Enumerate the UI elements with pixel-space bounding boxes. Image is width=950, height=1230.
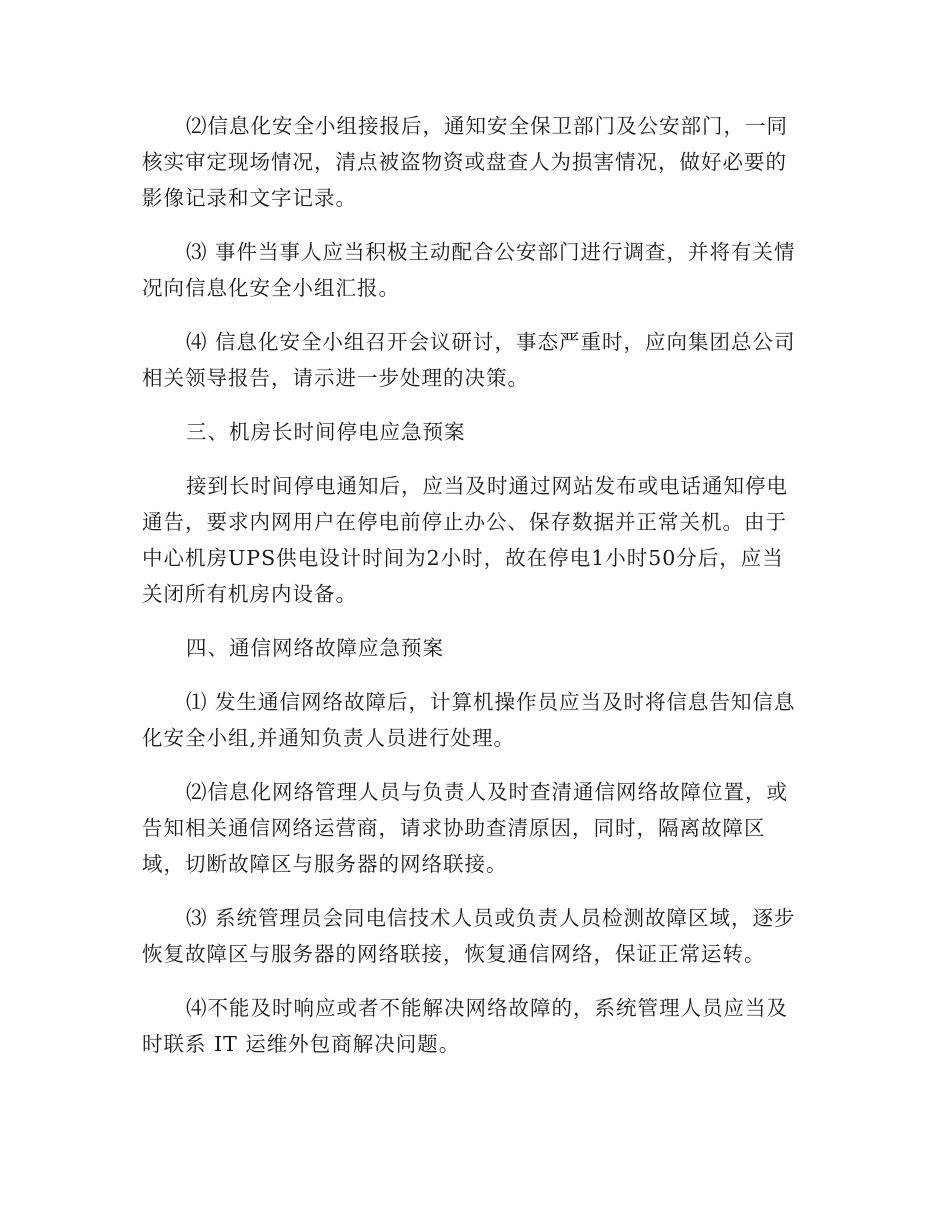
text-line: 相关领导报告，请示进一步处理的决策。 xyxy=(142,366,529,390)
text-line: 关闭所有机房内设备。 xyxy=(142,582,357,606)
text-line: ⑶ 事件当事人应当积极主动配合公安部门进行调查，并将有关情 xyxy=(186,240,796,264)
text-line: ⑷不能及时响应或者不能解决网络故障的，系统管理人员应当及 xyxy=(186,996,788,1020)
text-line: ⑶ 系统管理员会同电信技术人员或负责人员检测故障区域，逐步 xyxy=(186,906,796,930)
paragraph-network-isolate xyxy=(142,774,812,882)
section-heading-network-failure xyxy=(142,630,812,666)
text-line: ⑵信息化安全小组接报后，通知安全保卫部门及公安部门，一同 xyxy=(186,114,788,138)
heading-text: 四、通信网络故障应急预案 xyxy=(186,636,444,660)
text-line: 恢复故障区与服务器的网络联接，恢复通信网络，保证正常运转。 xyxy=(142,942,766,966)
text-line: 核实审定现场情况，清点被盗物资或盘查人为损害情况，做好必要的 xyxy=(142,150,787,174)
paragraph-power-outage-plan xyxy=(142,468,812,612)
text-line: 况向信息化安全小组汇报。 xyxy=(142,276,400,300)
paragraph-network-failure-notify xyxy=(142,684,812,756)
heading-text: 三、机房长时间停电应急预案 xyxy=(186,420,466,444)
text-line: 接到长时间停电通知后，应当及时通过网站发布或电话通知停电 xyxy=(186,474,788,498)
text-line: 通告，要求内网用户在停电前停止办公、保存数据并正常关机。由于 xyxy=(142,510,787,534)
text-line: ⑷ 信息化安全小组召开会议研讨，事态严重时，应向集团总公司 xyxy=(186,330,796,354)
text-line: 化安全小组,并通知负责人员进行处理。 xyxy=(142,726,516,750)
text-line: ⑴ 发生通信网络故障后，计算机操作员应当及时将信息告知信息 xyxy=(186,690,796,714)
text-line: ⑵信息化网络管理人员与负责人及时查清通信网络故障位置，或 xyxy=(186,780,788,804)
paragraph-meeting-report xyxy=(142,324,812,396)
text-line: 域，切断故障区与服务器的网络联接。 xyxy=(142,852,508,876)
paragraph-network-restore xyxy=(142,900,812,972)
text-line: 中心机房UPS供电设计时间为2小时，故在停电1小时50分后，应当 xyxy=(142,546,784,570)
paragraph-cooperate-police xyxy=(142,234,812,306)
text-line: 时联系 IT 运维外包商解决问题。 xyxy=(142,1032,461,1056)
document-page xyxy=(142,108,812,1080)
section-heading-power-outage xyxy=(142,414,812,450)
paragraph-incident-report-handling xyxy=(142,108,812,216)
text-line: 影像记录和文字记录。 xyxy=(142,186,357,210)
text-line: 告知相关通信网络运营商，请求协助查清原因，同时，隔离故障区 xyxy=(142,816,766,840)
paragraph-outsourcing-contact xyxy=(142,990,812,1062)
